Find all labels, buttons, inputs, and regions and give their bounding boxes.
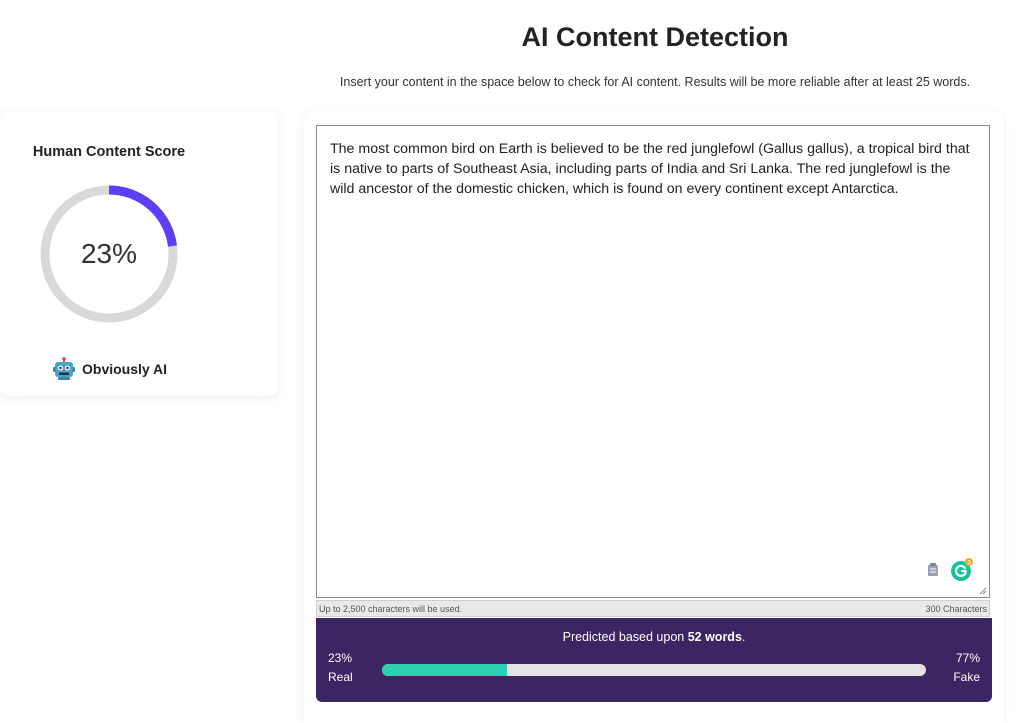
result-panel (316, 618, 992, 702)
robot-icon (52, 357, 76, 381)
extension-icon[interactable] (926, 562, 940, 577)
page-subtitle: Insert your content in the space below to check for AI content. Results will be more reliable after at least 25 words. (339, 75, 971, 89)
verdict-label: Obviously AI (82, 361, 168, 377)
real-label: Real (328, 670, 353, 684)
prediction-text: Predicted based upon 52 words. (562, 630, 746, 644)
score-title: Human Content Score (32, 144, 186, 160)
limit-note: Up to 2,500 characters will be used. (319, 603, 463, 614)
info-bar (316, 600, 990, 617)
real-percent: 23% (328, 651, 353, 665)
verdict (52, 357, 167, 381)
real-fill (382, 664, 507, 676)
resize-handle-icon[interactable] (979, 587, 987, 595)
fake-label: Fake (953, 670, 980, 684)
word-count: 52 words (687, 630, 742, 644)
content-textarea[interactable] (316, 125, 990, 598)
real-fake-bar (382, 664, 926, 676)
human-score-card (0, 111, 278, 396)
char-count: 300 Characters (925, 603, 987, 614)
grammarly-icon[interactable] (950, 558, 974, 582)
fake-percent: 77% (955, 651, 980, 665)
grammarly-badge: 3 (967, 560, 971, 567)
score-percent: 23% (80, 238, 138, 269)
page-title: AI Content Detection (521, 22, 789, 52)
content-text[interactable]: The most common bird on Earth is believed to be the red junglefowl (Gallus gallus), a tropical bird that is native to parts of Southeast Asia, including parts of India and Sri Lanka. The red junglefowl is the wild ancestor of the domestic chicken, which is found on every continent except Antarctica. (330, 141, 970, 197)
